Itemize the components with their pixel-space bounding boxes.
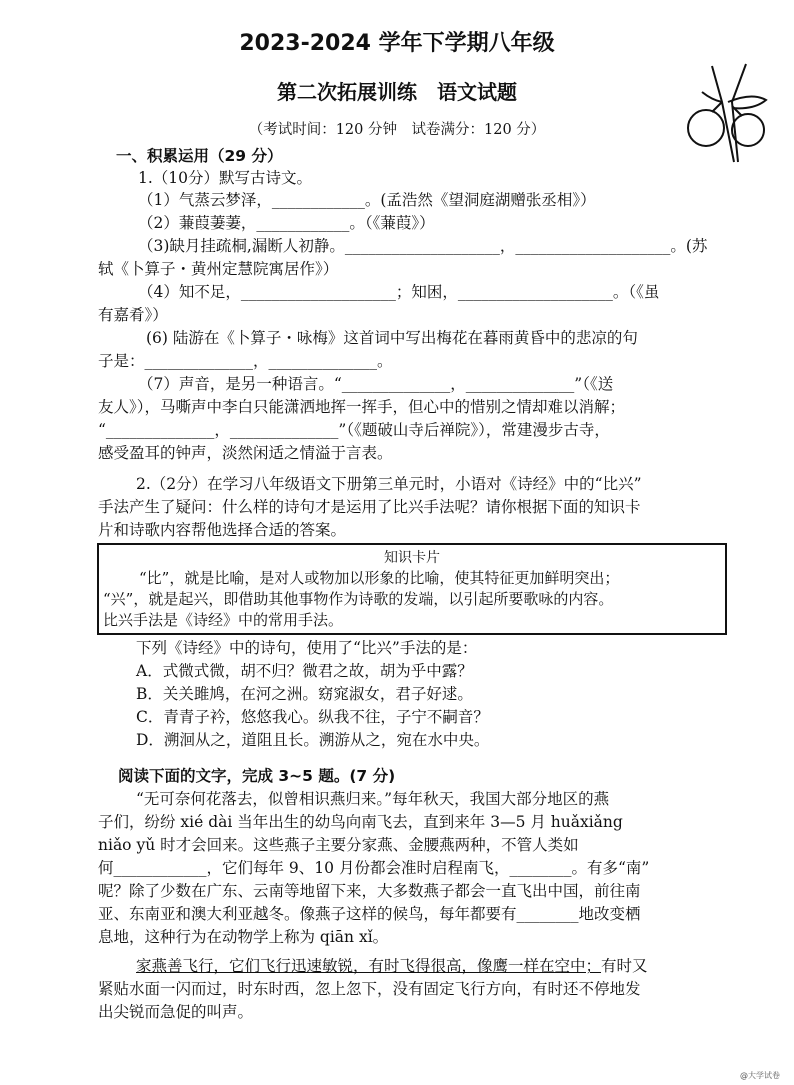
knowledge-card-line-1: “比”，就是比喻，是对人或物加以形象的比喻，使其特征更加鲜明突出； bbox=[139, 569, 620, 587]
q1-line-3: （3)缺月挂疏桐,漏断人初静。____________________，____________________。(苏 bbox=[138, 237, 708, 255]
q1-line-2: （2）蒹葭萋萋，____________。（《蒹葭》） bbox=[138, 214, 435, 232]
q1-line-7: (6) 陆游在《卜算子・咏梅》这首词中写出梅花在暮雨黄昏中的悲凉的句 bbox=[146, 329, 638, 347]
reading-line-6: 亚、东南亚和澳大利亚越冬。像燕子这样的候鸟，每年都要有________地改变栖 bbox=[98, 905, 641, 923]
knowledge-card-line-2: “兴”，就是起兴，即借助其他事物作为诗歌的发端，以引起所要歌咏的内容。 bbox=[103, 590, 614, 608]
q1-line-1: （1）气蒸云梦泽，____________。(孟浩然《望洞庭湖赠张丞相》） bbox=[138, 191, 596, 209]
page-subtitle: 第二次拓展训练 语文试题 bbox=[277, 80, 517, 104]
reading-line-3: niǎo yǔ 时才会回来。这些燕子主要分家燕、金腰燕两种，不管人类如 bbox=[98, 836, 579, 854]
reading-line-8 bbox=[136, 955, 648, 977]
watermark-text: @大学试卷 bbox=[740, 1071, 780, 1080]
q1-line-5: （4）知不足，____________________；知困，____________________。（《虽 bbox=[138, 283, 660, 301]
reading-line-4: 何____________，它们每年 9、10 月份都会准时启程南飞，________。有多“南” bbox=[98, 859, 650, 877]
reading-line-9: 紧贴水面一闪而过，时东时西，忽上忽下，没有固定飞行方向，有时还不停地发 bbox=[98, 980, 641, 998]
q1-line-11: “______________，______________”（《题破山寺后禅院》），常建漫步古寺， bbox=[98, 421, 610, 439]
section-heading: 一、积累运用（29 分） bbox=[116, 147, 283, 165]
fruit-branch-icon bbox=[682, 62, 774, 172]
reading-line-10: 出尖锐而急促的叫声。 bbox=[98, 1003, 254, 1021]
q1-line-12: 感受盈耳的钟声，淡然闲适之情溢于言表。 bbox=[98, 444, 393, 462]
reading-heading: 阅读下面的文字，完成 3~5 题。(7 分) bbox=[118, 767, 396, 785]
q1-line-10: 友人》），马嘶声中李白只能潇洒地挥一挥手，但心中的惜别之情却难以消解； bbox=[98, 398, 626, 416]
question-1-stem: 1.（10分）默写古诗文。 bbox=[138, 169, 313, 187]
option-a: A．式微式微，胡不归？微君之故，胡为乎中露？ bbox=[136, 662, 473, 680]
q2-line-3: 片和诗歌内容帮他选择合适的答案。 bbox=[98, 521, 347, 539]
q1-line-9: （7）声音，是另一种语言。“______________，______________”（《送 bbox=[138, 375, 614, 393]
reading-line-8-tail: 有时又 bbox=[601, 957, 648, 975]
option-b: B．关关雎鸠，在河之洲。窈窕淑女，君子好逑。 bbox=[136, 685, 473, 703]
reading-line-1: “无可奈何花落去，似曾相识燕归来。”每年秋天，我国大部分地区的燕 bbox=[136, 790, 610, 808]
reading-line-2: 子们，纷纷 xié dài 当年出生的幼鸟向南飞去，直到来年 3—5 月 huǎxiǎng bbox=[98, 813, 623, 831]
reading-line-7: 息地，这种行为在动物学上称为 qiān xǐ。 bbox=[98, 928, 389, 946]
q2-line-2: 手法产生了疑问：什么样的诗句才是运用了比兴手法呢？请你根据下面的知识卡 bbox=[98, 498, 641, 516]
q1-line-6: 有嘉肴》） bbox=[98, 306, 168, 324]
knowledge-card-title: 知识卡片 bbox=[384, 550, 440, 566]
q1-line-8: 子是：______________，______________。 bbox=[98, 352, 393, 370]
knowledge-card-line-3: 比兴手法是《诗经》中的常用手法。 bbox=[103, 611, 344, 629]
q2-question: 下列《诗经》中的诗句，使用了“比兴”手法的是： bbox=[136, 639, 478, 657]
underlined-sentence: 家燕善飞行，它们飞行迅速敏锐，有时飞得很高，像鹰一样在空中； bbox=[136, 957, 602, 975]
q2-line-1: 2.（2分）在学习八年级语文下册第三单元时，小语对《诗经》中的“比兴” bbox=[136, 475, 642, 493]
q1-line-4: 轼《卜算子・黄州定慧院寓居作》） bbox=[98, 260, 339, 278]
option-d: D．溯洄从之，道阻且长。溯游从之，宛在水中央。 bbox=[136, 731, 490, 749]
reading-line-5: 呢？除了少数在广东、云南等地留下来，大多数燕子都会一直飞出中国，前往南 bbox=[98, 882, 641, 900]
knowledge-card bbox=[97, 543, 727, 635]
exam-info: （考试时间：120 分钟 试卷满分：120 分） bbox=[248, 122, 546, 138]
option-c: C．青青子衿，悠悠我心。纵我不往，子宁不嗣音？ bbox=[136, 708, 489, 726]
page-title: 2023-2024 学年下学期八年级 bbox=[239, 31, 555, 56]
